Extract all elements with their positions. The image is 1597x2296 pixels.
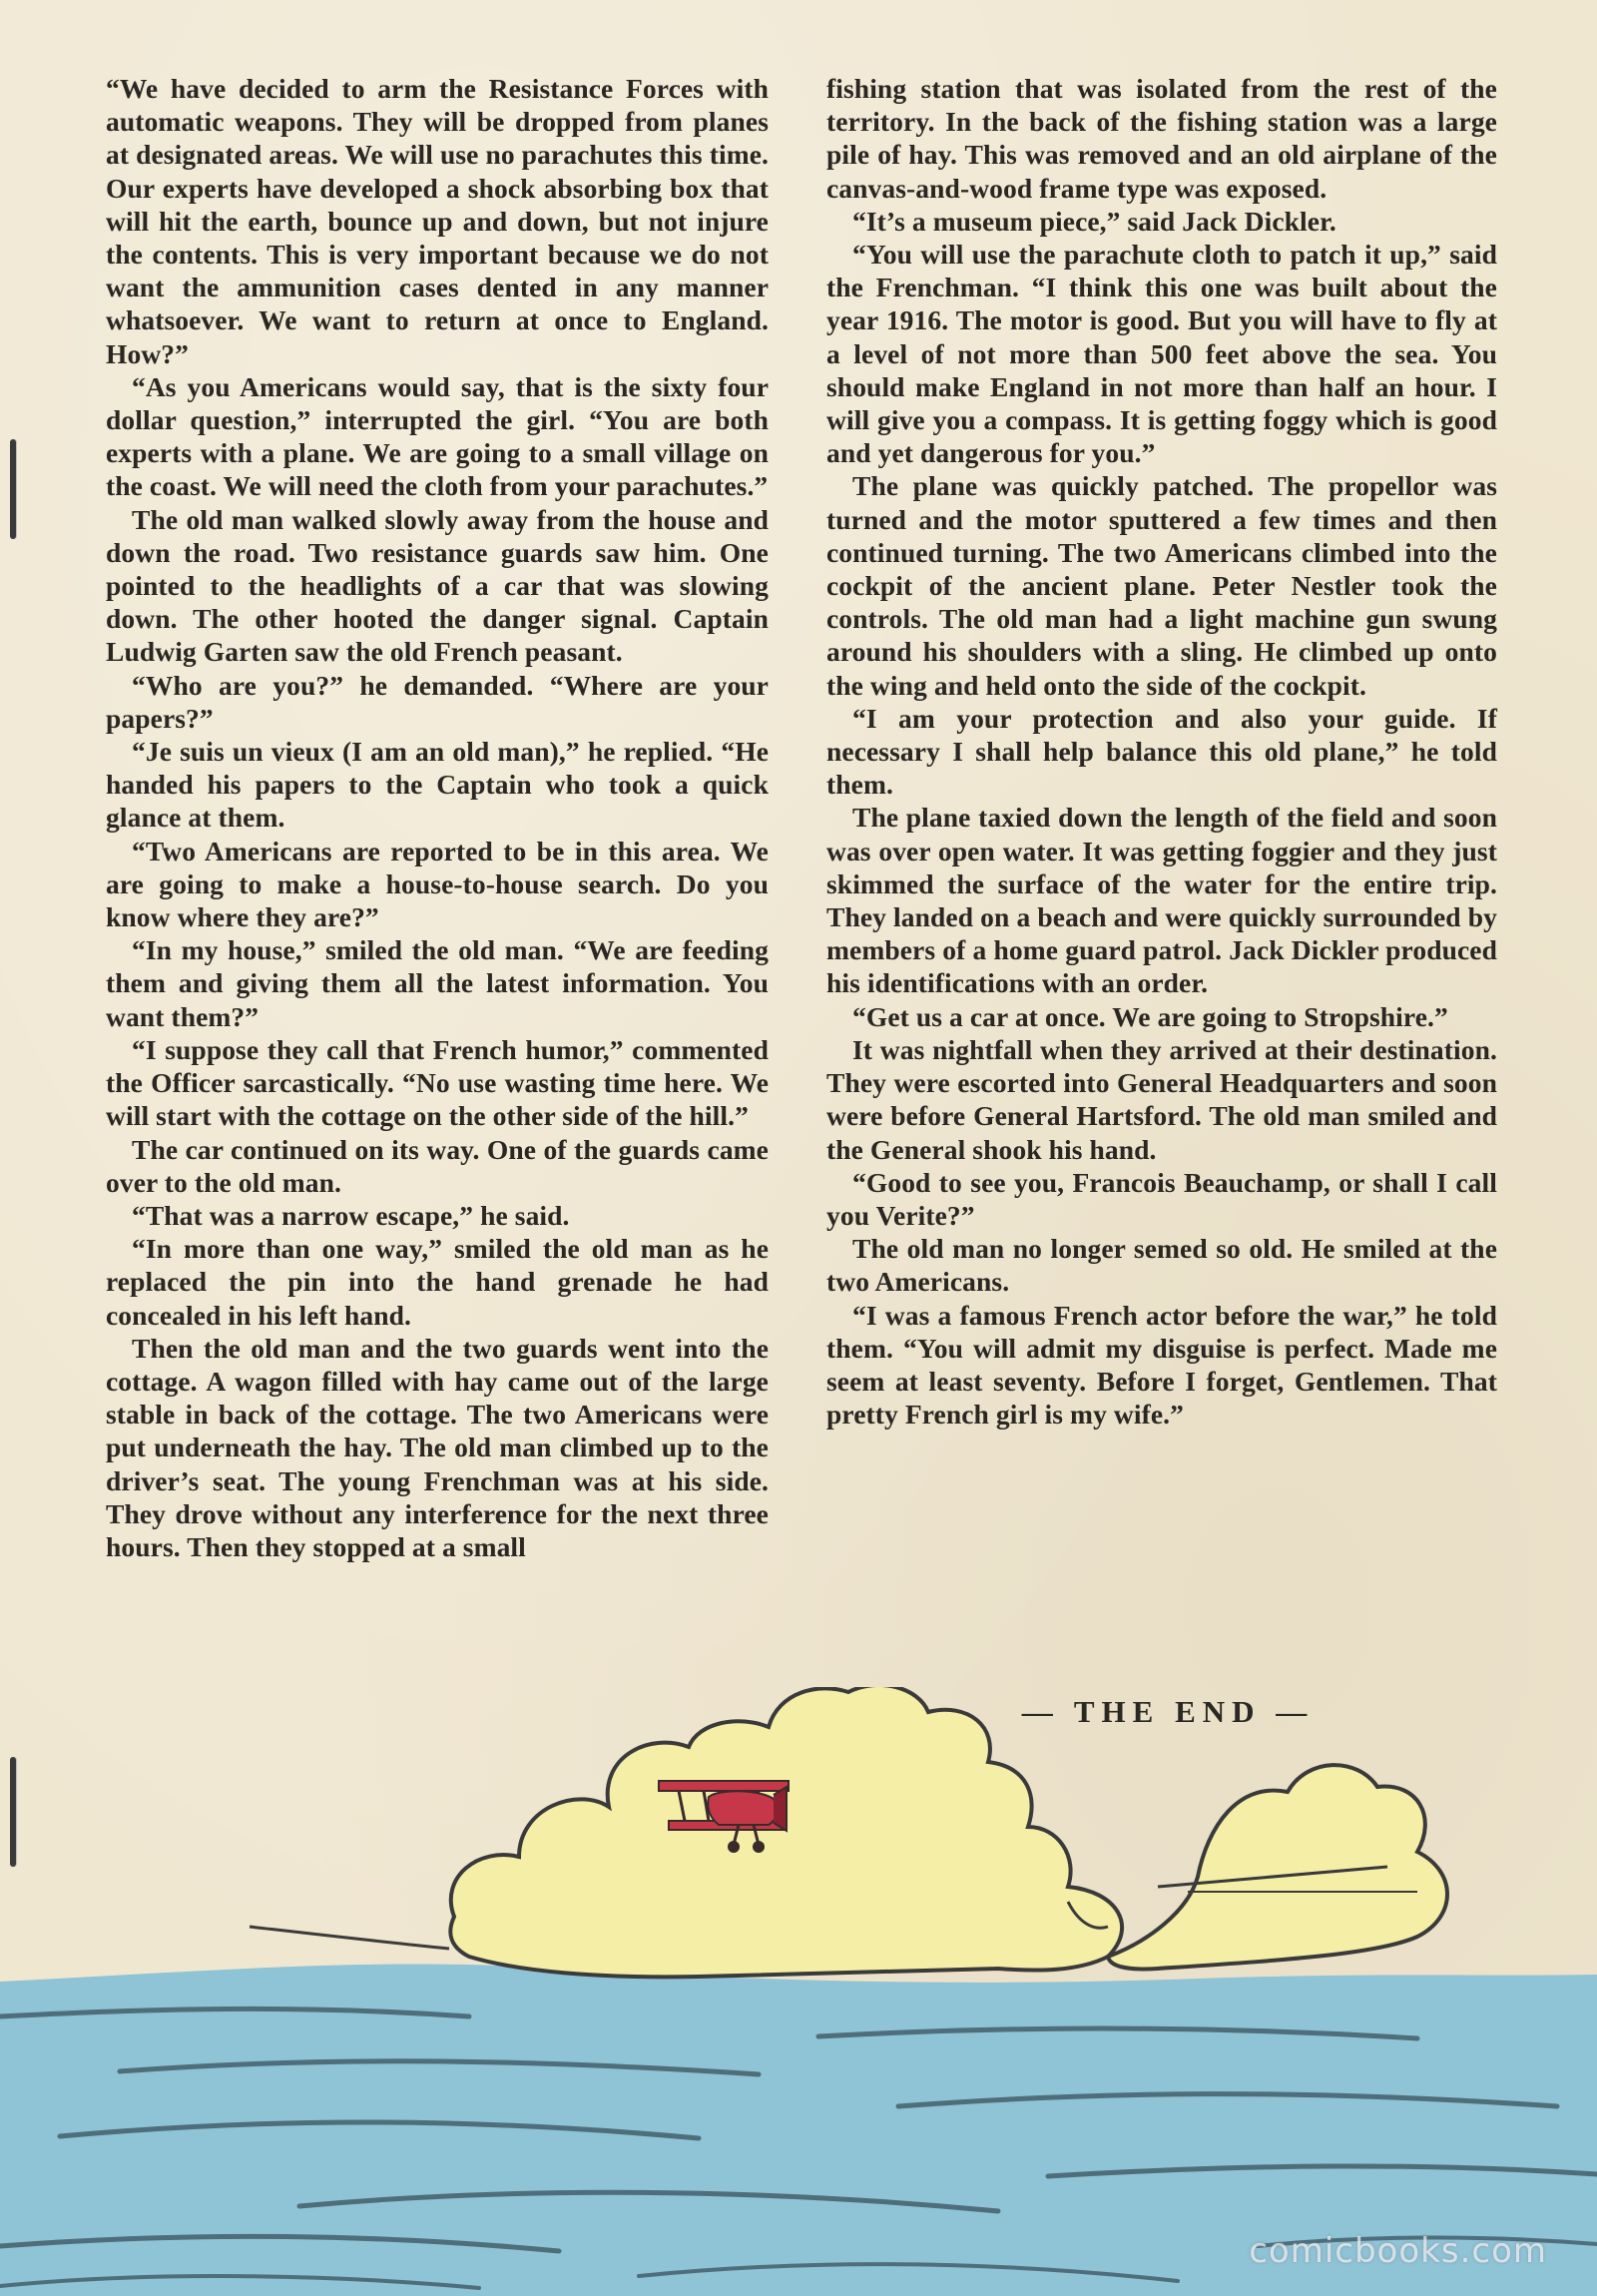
paragraph: “Get us a car at once. We are going to Stropshire.”: [852, 1000, 1448, 1032]
paragraph: It was nightfall when they arrived at their destination. They were escorted into General Headquarters and soon were before General Hartsford. The old man smiled and the General shook his hand.: [826, 1033, 1497, 1165]
paragraph: “Who are you?” he demanded. “Where are your papers?”: [106, 669, 769, 734]
paragraph: “I suppose they call that French humor,” commented the Officer sarcastically. “No use wasting time here. We will start with the cottage on the other side of the hill.”: [106, 1033, 769, 1132]
paragraph: “Good to see you, Francois Beauchamp, or shall I call you Verite?”: [826, 1166, 1497, 1231]
paragraph: “That was a narrow escape,” he said.: [132, 1199, 570, 1231]
paragraph: “It’s a museum piece,” said Jack Dickler.: [852, 205, 1336, 237]
paragraph: The old man no longer semed so old. He smiled at the two Americans.: [826, 1233, 1497, 1298]
paragraph: The plane was quickly patched. The propellor was turned and the motor sputtered a few times and then continued turning. The two Americans climbed into the cockpit of the ancient plane. Peter Nestler took the controls. The old man had a light machine gun swung around his shoulders with a sling. He climbed up onto the wing and held onto the side of the cockpit.: [826, 470, 1497, 701]
paragraph: fishing station that was isolated from the rest of the territory. In the back of the fishing station was a large pile of hay. This was removed and an old airplane of the canvas-and-wood frame type was exposed.: [826, 73, 1497, 204]
text-column-left: [106, 72, 769, 1563]
paragraph: “I was a famous French actor before the war,” he told them. “You will admit my disguise is perfect. Made me seem at least seventy. Before I forget, Gentlemen. That pretty French girl is my wife.”: [826, 1299, 1497, 1431]
paragraph: “As you Americans would say, that is the sixty four dollar question,” interrupted the girl. “You are both experts with a plane. We are going to a small village on the coast. We will need the cloth from your parachutes.”: [106, 370, 769, 502]
paragraph: “We have decided to arm the Resistance Forces with automatic weapons. They will be dropped from planes at designated areas. We will use no parachutes this time. Our experts have developed a shock absorbing box that will hit the earth, bounce up and down, but not injure the contents. This is very important because we do not want the ammunition cases dented in any manner whatsoever. We want to return at once to England. How?”: [106, 73, 769, 369]
text-column-right: [826, 72, 1497, 1431]
paragraph: “In my house,” smiled the old man. “We are feeding them and giving them all the latest information. You want them?”: [106, 934, 769, 1032]
paragraph: “Je suis un vieux (I am an old man),” he replied. “He handed his papers to the Captain who took a quick glance at them.: [106, 736, 769, 834]
biplane-over-sea-illustration: [0, 1687, 1597, 2296]
paragraph: The car continued on its way. One of the guards came over to the old man.: [106, 1133, 769, 1198]
paragraph: Then the old man and the two guards went into the cottage. A wagon filled with hay came out of the large stable in back of the cottage. The two Americans were put underneath the hay. The old man climbed up to the driver’s seat. The young Frenchman was at his side. They drove without any interference for the next three hours. Then they stopped at a small: [106, 1332, 769, 1562]
the-end-caption: — THE END —: [1021, 1694, 1315, 1729]
watermark: comicbooks.com: [1249, 2231, 1547, 2271]
paragraph: The plane taxied down the length of the field and soon was over open water. It was getting foggier and they just skimmed the surface of the water for the entire trip. They landed on a beach and were quickly surrounded by members of a home guard patrol. Jack Dickler produced his identifications with an order.: [826, 802, 1497, 999]
cloud-bank: [450, 1687, 1122, 1977]
paragraph: “I am your protection and also your guide. If necessary I shall help balance this old plane,” he told them.: [826, 702, 1497, 801]
paragraph: “You will use the parachute cloth to patch it up,” said the Frenchman. “I think this one was built about the year 1916. The motor is good. But you will have to fly at a level of not more than 500 feet above the sea. You should make England in not more than half an hour. I will give you a compass. It is getting foggy which is good and yet dangerous for you.”: [826, 239, 1497, 469]
staple-top: [10, 439, 16, 539]
paragraph: The old man walked slowly away from the house and down the road. Two resistance guards saw him. One pointed to the headlights of a car that was slowing down. The other hooted the danger signal. Captain Ludwig Garten saw the old French peasant.: [106, 503, 769, 668]
paragraph: “In more than one way,” smiled the old man as he replaced the pin into the hand grenade he had concealed in his left hand.: [106, 1233, 769, 1331]
paragraph: “Two Americans are reported to be in this area. We are going to make a house-to-house search. Do you know where they are?”: [106, 835, 769, 933]
